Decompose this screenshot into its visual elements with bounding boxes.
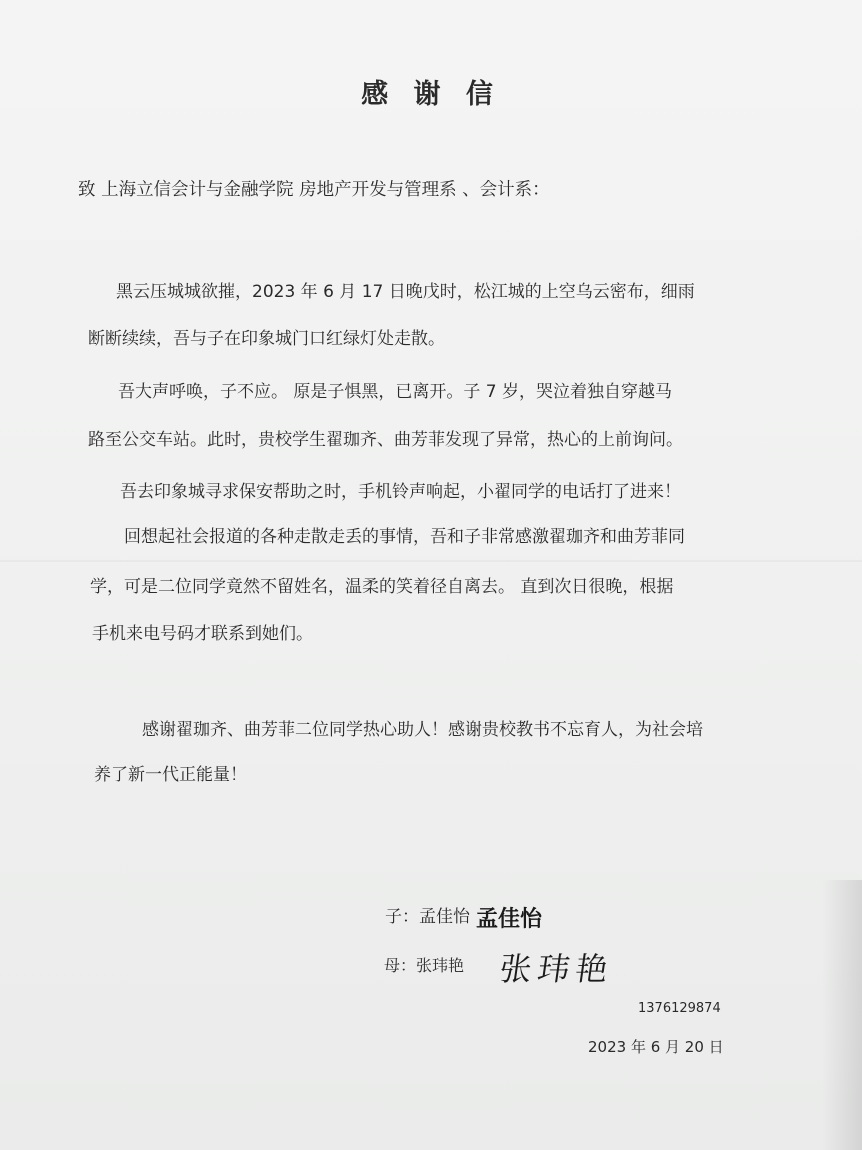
child-signature-label: 子：孟佳怡: [385, 907, 470, 927]
paper-fold: [0, 560, 862, 562]
child-handwritten-signature: 孟佳怡: [476, 906, 543, 932]
paragraph-4-line-3: 手机来电号码才联系到她们。: [92, 624, 313, 644]
paragraph-1-line-1: 黑云压城城欲摧，2023 年 6 月 17 日晚戊时，松江城的上空乌云密布，细雨: [116, 282, 695, 302]
paragraph-5-line-2: 养了新一代正能量！: [94, 765, 247, 785]
phone-number: 1376129874: [638, 1001, 721, 1016]
paragraph-4-line-2: 学，可是二位同学竟然不留姓名，温柔的笑着径自离去。 直到次日很晚，根据: [90, 577, 674, 597]
salutation: 致 上海立信会计与金融学院 房地产开发与管理系 、会计系：: [78, 180, 550, 200]
paper-shadow: [822, 880, 862, 1150]
mother-handwritten-signature: 张玮艳: [497, 950, 617, 988]
paragraph-4-line-1: 回想起社会报道的各种走散走丢的事情，吾和子非常感激翟珈齐和曲芳菲同: [124, 527, 685, 547]
letter-date: 2023 年 6 月 20 日: [588, 1038, 724, 1056]
letter-title: 感 谢 信: [361, 79, 501, 110]
paragraph-2-line-1: 吾大声呼唤，子不应。 原是子惧黑，已离开。子 7 岁，哭泣着独自穿越马: [118, 382, 673, 402]
paragraph-3-line-1: 吾去印象城寻求保安帮助之时，手机铃声响起，小翟同学的电话打了进来！: [120, 482, 681, 502]
paragraph-5-line-1: 感谢翟珈齐、曲芳菲二位同学热心助人！感谢贵校教书不忘育人，为社会培: [142, 720, 703, 740]
paragraph-1-line-2: 断断续续，吾与子在印象城门口红绿灯处走散。: [88, 329, 445, 349]
paragraph-2-line-2: 路至公交车站。此时，贵校学生翟珈齐、曲芳菲发现了异常，热心的上前询问。: [88, 430, 683, 450]
mother-signature-label: 母：张玮艳: [384, 956, 465, 975]
